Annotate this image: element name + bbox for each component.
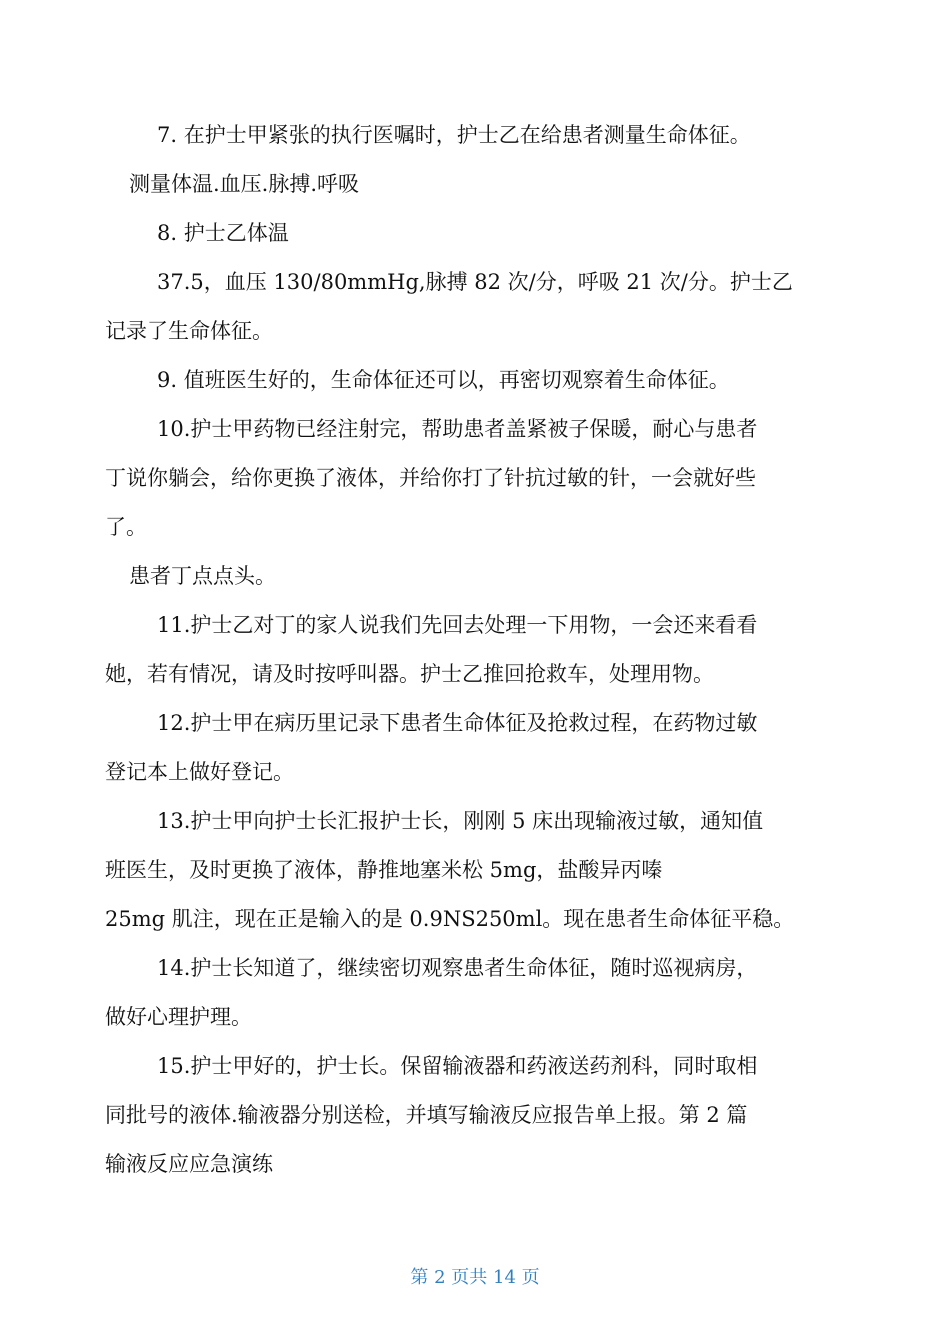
paragraph-10 [105, 405, 892, 552]
text-line: 14.护士长知道了，继续密切观察患者生命体征，随时巡视病房， [157, 956, 758, 980]
text-line: 患者丁点点头。 [129, 564, 276, 588]
text-line: 8. 护士乙体温 [157, 221, 289, 245]
paragraph-13 [105, 797, 892, 944]
text-line: 测量体温.血压.脉搏.呼吸 [129, 172, 360, 196]
text-line: 丁说你躺会，给你更换了液体，并给你打了针抗过敏的针，一会就好些 [105, 466, 756, 490]
page-indicator: 第 2 页共 14 页 [410, 1267, 540, 1288]
paragraph-11 [105, 601, 892, 699]
text-line: 输液反应应急演练 [105, 1152, 273, 1176]
paragraph-12 [105, 699, 892, 797]
text-line: 记录了生命体征。 [105, 319, 273, 343]
text-line: 12.护士甲在病历里记录下患者生命体征及抢救过程，在药物过敏 [157, 711, 758, 735]
text-line: 10.护士甲药物已经注射完，帮助患者盖紧被子保暖，耐心与患者 [157, 417, 758, 441]
text-line: 同批号的液体.输液器分别送检，并填写输液反应报告单上报。第 2 篇 [105, 1103, 748, 1127]
text-line: 11.护士乙对丁的家人说我们先回去处理一下用物，一会还来看看 [157, 613, 758, 637]
text-line: 25mg 肌注，现在正是输入的是 0.9NS250ml。现在患者生命体征平稳。 [105, 907, 795, 931]
text-line: 做好心理护理。 [105, 1005, 252, 1029]
text-line: 她，若有情况，请及时按呼叫器。护士乙推回抢救车，处理用物。 [105, 662, 714, 686]
paragraph-vitals-list [105, 160, 864, 209]
text-line: 37.5，血压 130/80mmHg,脉搏 82 次/分，呼吸 21 次/分。护士乙 [157, 270, 793, 294]
paragraph-9 [105, 356, 892, 405]
text-line: 9. 值班医生好的，生命体征还可以，再密切观察着生命体征。 [157, 368, 730, 392]
text-line: 登记本上做好登记。 [105, 760, 294, 784]
paragraph-15 [105, 1042, 892, 1189]
text-line: 了。 [105, 515, 147, 539]
text-line: 13.护士甲向护士长汇报护士长，刚刚 5 床出现输液过敏，通知值 [157, 809, 764, 833]
paragraph-patient-nods [105, 552, 864, 601]
paragraph-14 [105, 944, 892, 1042]
paragraph-vitals-values [105, 258, 892, 356]
paragraph-7 [105, 111, 892, 160]
text-line: 7. 在护士甲紧张的执行医嘱时，护士乙在给患者测量生命体征。 [157, 123, 751, 147]
text-line: 班医生，及时更换了液体，静推地塞米松 5mg，盐酸异丙嗪 [105, 858, 663, 882]
paragraph-8 [105, 209, 892, 258]
text-line: 15.护士甲好的，护士长。保留输液器和药液送药剂科，同时取相 [157, 1054, 758, 1078]
